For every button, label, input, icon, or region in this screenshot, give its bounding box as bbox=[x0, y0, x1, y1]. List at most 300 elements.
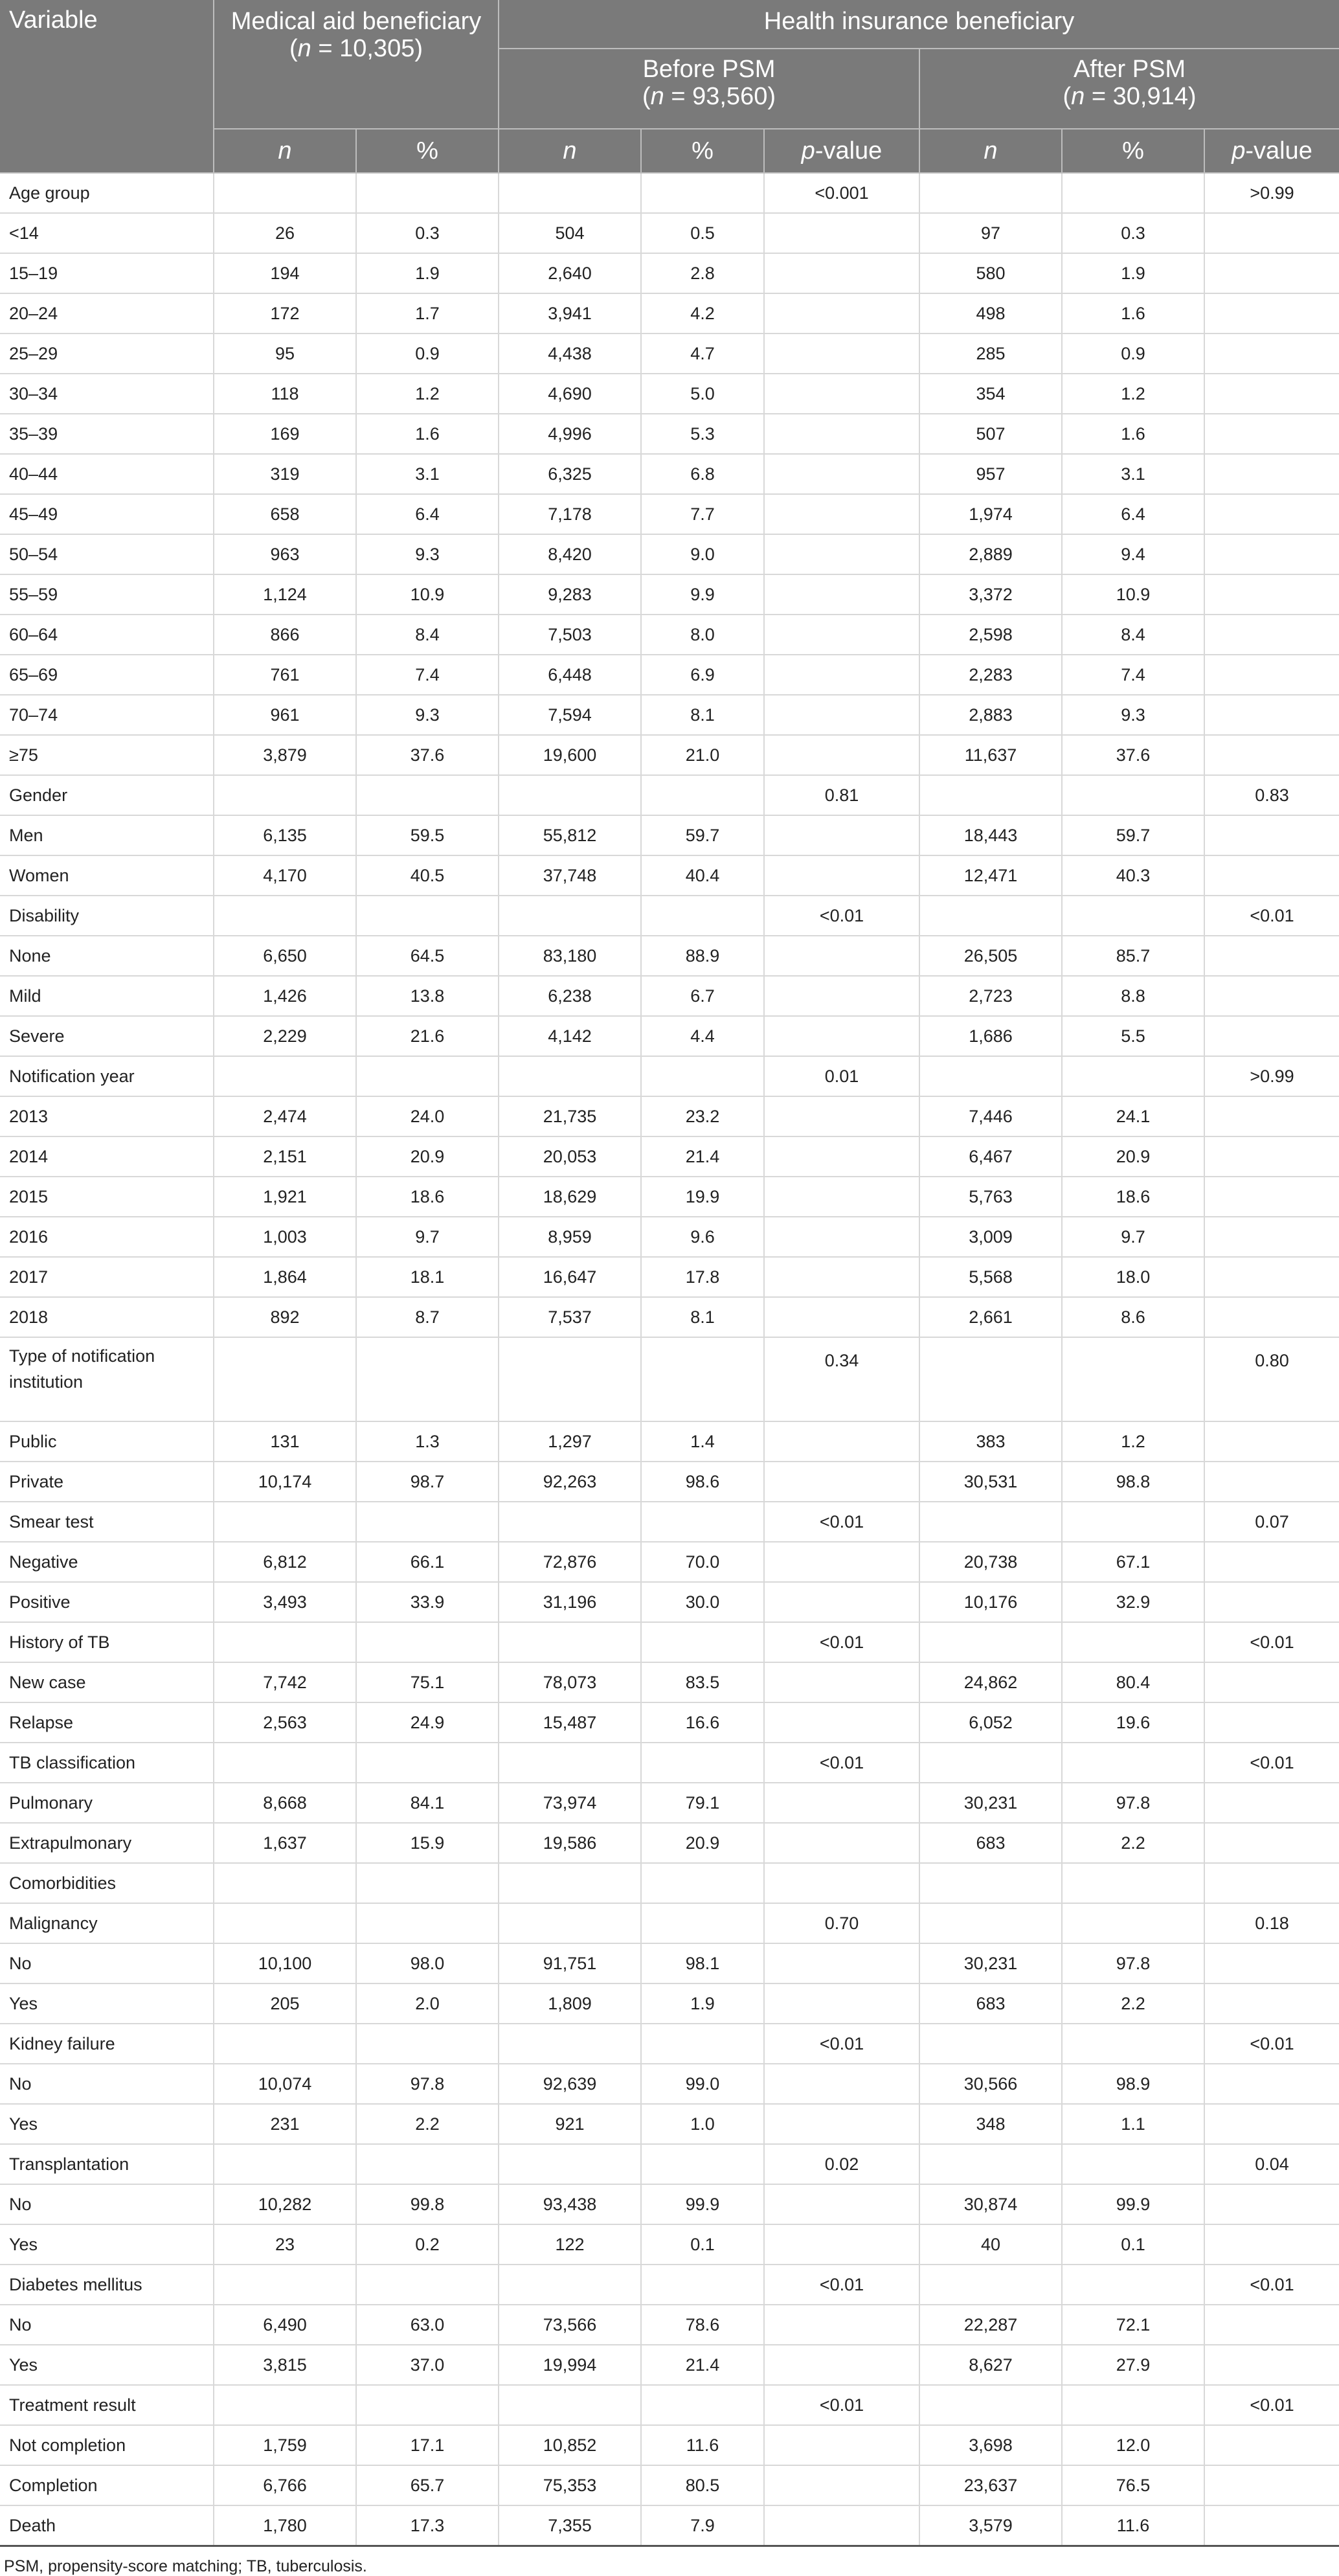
variable-cell: Severe bbox=[0, 1016, 214, 1056]
table-row bbox=[0, 2345, 1339, 2385]
col-p-before-psm: p-value bbox=[764, 129, 919, 173]
ma-n-cell: 3,815 bbox=[214, 2345, 356, 2385]
before-psm-header: Before PSM (n = 93,560) bbox=[499, 49, 919, 129]
variable-cell: Treatment result bbox=[0, 2385, 214, 2425]
after-pct-cell bbox=[1062, 173, 1204, 213]
before-n-cell: 92,639 bbox=[499, 2064, 641, 2104]
after-pct-cell: 1.2 bbox=[1062, 1421, 1204, 1462]
col-n-medical-aid: n bbox=[214, 129, 356, 173]
after-n-cell: 18,443 bbox=[919, 815, 1062, 855]
after-pct-cell bbox=[1062, 2024, 1204, 2064]
after-p-cell bbox=[1204, 374, 1339, 414]
ma-pct-cell: 40.5 bbox=[356, 855, 499, 896]
medical-aid-n: (n = 10,305) bbox=[289, 35, 423, 62]
table-header bbox=[0, 0, 1339, 173]
table-row bbox=[0, 173, 1339, 213]
after-n-cell: 6,052 bbox=[919, 1702, 1062, 1743]
table-row bbox=[0, 454, 1339, 494]
after-n-cell: 354 bbox=[919, 374, 1062, 414]
variable-cell: No bbox=[0, 1943, 214, 1983]
before-n-cell bbox=[499, 2385, 641, 2425]
variable-cell: 25–29 bbox=[0, 333, 214, 374]
after-p-cell bbox=[1204, 1016, 1339, 1056]
variable-header: Variable bbox=[0, 0, 214, 173]
before-p-cell bbox=[764, 1462, 919, 1502]
variable-cell: 55–59 bbox=[0, 574, 214, 615]
before-n-cell bbox=[499, 1622, 641, 1662]
after-pct-cell: 18.0 bbox=[1062, 1257, 1204, 1297]
before-n-cell: 92,263 bbox=[499, 1462, 641, 1502]
after-p-cell bbox=[1204, 1582, 1339, 1622]
after-n-cell: 11,637 bbox=[919, 735, 1062, 775]
ma-n-cell: 169 bbox=[214, 414, 356, 454]
ma-pct-cell: 24.9 bbox=[356, 1702, 499, 1743]
variable-cell: 40–44 bbox=[0, 454, 214, 494]
ma-n-cell: 10,100 bbox=[214, 1943, 356, 1983]
variable-cell: No bbox=[0, 2184, 214, 2224]
table-row bbox=[0, 1257, 1339, 1297]
after-p-cell bbox=[1204, 2184, 1339, 2224]
before-pct-cell: 8.1 bbox=[641, 1297, 764, 1337]
col-n-after-psm: n bbox=[919, 129, 1062, 173]
after-pct-cell bbox=[1062, 896, 1204, 936]
after-n-cell bbox=[919, 2024, 1062, 2064]
before-n-cell: 921 bbox=[499, 2104, 641, 2144]
after-p-cell bbox=[1204, 253, 1339, 293]
after-p-cell bbox=[1204, 1136, 1339, 1177]
before-n-cell: 1,297 bbox=[499, 1421, 641, 1462]
variable-cell: Smear test bbox=[0, 1502, 214, 1542]
table-row bbox=[0, 695, 1339, 735]
before-pct-cell bbox=[641, 2144, 764, 2184]
after-p-cell bbox=[1204, 1421, 1339, 1462]
after-n-cell bbox=[919, 2265, 1062, 2305]
after-n-cell: 6,467 bbox=[919, 1136, 1062, 1177]
after-p-cell bbox=[1204, 333, 1339, 374]
col-n-before-psm: n bbox=[499, 129, 641, 173]
after-n-cell: 97 bbox=[919, 213, 1062, 253]
table-row bbox=[0, 2305, 1339, 2345]
ma-pct-cell: 0.9 bbox=[356, 333, 499, 374]
variable-cell: Negative bbox=[0, 1542, 214, 1582]
ma-n-cell: 1,921 bbox=[214, 1177, 356, 1217]
variable-cell: 2017 bbox=[0, 1257, 214, 1297]
table-row bbox=[0, 253, 1339, 293]
ma-pct-cell: 65.7 bbox=[356, 2465, 499, 2505]
before-p-cell: <0.01 bbox=[764, 1743, 919, 1783]
ma-n-cell: 118 bbox=[214, 374, 356, 414]
table-row bbox=[0, 1462, 1339, 1502]
table-row bbox=[0, 2385, 1339, 2425]
ma-n-cell bbox=[214, 2385, 356, 2425]
after-pct-cell: 1.9 bbox=[1062, 253, 1204, 293]
ma-pct-cell bbox=[356, 1622, 499, 1662]
ma-pct-cell bbox=[356, 2265, 499, 2305]
table-row bbox=[0, 1823, 1339, 1863]
ma-n-cell: 866 bbox=[214, 615, 356, 655]
health-insurance-header: Health insurance beneficiary bbox=[499, 0, 1339, 49]
table-body bbox=[0, 173, 1339, 2546]
before-p-cell bbox=[764, 2224, 919, 2265]
table-row bbox=[0, 1136, 1339, 1177]
after-pct-cell: 32.9 bbox=[1062, 1582, 1204, 1622]
table-row bbox=[0, 374, 1339, 414]
variable-cell: Relapse bbox=[0, 1702, 214, 1743]
after-n-cell bbox=[919, 1056, 1062, 1096]
ma-pct-cell: 37.6 bbox=[356, 735, 499, 775]
variable-cell: None bbox=[0, 936, 214, 976]
variable-cell: Yes bbox=[0, 2345, 214, 2385]
before-p-cell bbox=[764, 2425, 919, 2465]
before-n-cell: 15,487 bbox=[499, 1702, 641, 1743]
before-n-cell: 10,852 bbox=[499, 2425, 641, 2465]
variable-cell: Mild bbox=[0, 976, 214, 1016]
after-n-cell bbox=[919, 896, 1062, 936]
before-p-cell bbox=[764, 213, 919, 253]
after-pct-cell: 0.1 bbox=[1062, 2224, 1204, 2265]
after-p-cell bbox=[1204, 976, 1339, 1016]
before-pct-cell: 88.9 bbox=[641, 936, 764, 976]
before-p-cell bbox=[764, 815, 919, 855]
before-p-cell bbox=[764, 374, 919, 414]
table-row bbox=[0, 1662, 1339, 1702]
after-n-cell: 22,287 bbox=[919, 2305, 1062, 2345]
before-pct-cell: 16.6 bbox=[641, 1702, 764, 1743]
ma-n-cell: 231 bbox=[214, 2104, 356, 2144]
after-pct-cell: 10.9 bbox=[1062, 574, 1204, 615]
ma-n-cell: 319 bbox=[214, 454, 356, 494]
before-pct-cell: 8.0 bbox=[641, 615, 764, 655]
after-pct-cell: 8.8 bbox=[1062, 976, 1204, 1016]
before-pct-cell: 23.2 bbox=[641, 1096, 764, 1136]
ma-pct-cell bbox=[356, 1502, 499, 1542]
variable-cell: Women bbox=[0, 855, 214, 896]
before-pct-cell: 9.0 bbox=[641, 534, 764, 574]
after-n-cell: 2,883 bbox=[919, 695, 1062, 735]
ma-pct-cell: 8.4 bbox=[356, 615, 499, 655]
before-n-cell: 8,420 bbox=[499, 534, 641, 574]
variable-cell: Notification year bbox=[0, 1056, 214, 1096]
before-p-cell: <0.01 bbox=[764, 1502, 919, 1542]
after-p-cell bbox=[1204, 655, 1339, 695]
after-n-cell bbox=[919, 2385, 1062, 2425]
variable-cell: 30–34 bbox=[0, 374, 214, 414]
after-pct-cell: 0.9 bbox=[1062, 333, 1204, 374]
ma-pct-cell bbox=[356, 1863, 499, 1903]
before-pct-cell: 1.9 bbox=[641, 1983, 764, 2024]
before-pct-cell: 98.1 bbox=[641, 1943, 764, 1983]
ma-n-cell: 8,668 bbox=[214, 1783, 356, 1823]
before-pct-cell: 5.3 bbox=[641, 414, 764, 454]
variable-cell: 50–54 bbox=[0, 534, 214, 574]
table-row bbox=[0, 534, 1339, 574]
after-pct-cell: 97.8 bbox=[1062, 1943, 1204, 1983]
before-p-cell bbox=[764, 2064, 919, 2104]
table-row bbox=[0, 655, 1339, 695]
ma-n-cell: 6,650 bbox=[214, 936, 356, 976]
after-p-cell bbox=[1204, 494, 1339, 534]
table-row bbox=[0, 1943, 1339, 1983]
ma-n-cell: 10,174 bbox=[214, 1462, 356, 1502]
ma-pct-cell: 9.3 bbox=[356, 534, 499, 574]
table-row bbox=[0, 494, 1339, 534]
after-n-cell: 683 bbox=[919, 1983, 1062, 2024]
after-pct-cell: 12.0 bbox=[1062, 2425, 1204, 2465]
ma-n-cell: 963 bbox=[214, 534, 356, 574]
before-pct-cell: 1.4 bbox=[641, 1421, 764, 1462]
table-row bbox=[0, 333, 1339, 374]
table-row bbox=[0, 1903, 1339, 1943]
before-n-cell: 73,566 bbox=[499, 2305, 641, 2345]
after-n-cell: 12,471 bbox=[919, 855, 1062, 896]
variable-cell: No bbox=[0, 2305, 214, 2345]
before-n-cell bbox=[499, 173, 641, 213]
ma-pct-cell: 2.0 bbox=[356, 1983, 499, 2024]
ma-n-cell bbox=[214, 2024, 356, 2064]
after-p-cell bbox=[1204, 735, 1339, 775]
table-row bbox=[0, 2024, 1339, 2064]
after-n-cell: 3,009 bbox=[919, 1217, 1062, 1257]
col-pct-medical-aid: % bbox=[356, 129, 499, 173]
ma-pct-cell: 84.1 bbox=[356, 1783, 499, 1823]
after-pct-cell: 98.9 bbox=[1062, 2064, 1204, 2104]
after-pct-cell: 0.3 bbox=[1062, 213, 1204, 253]
after-pct-cell: 5.5 bbox=[1062, 1016, 1204, 1056]
after-n-cell: 7,446 bbox=[919, 1096, 1062, 1136]
after-pct-cell: 85.7 bbox=[1062, 936, 1204, 976]
ma-n-cell: 2,563 bbox=[214, 1702, 356, 1743]
ma-pct-cell: 98.0 bbox=[356, 1943, 499, 1983]
after-p-cell bbox=[1204, 2064, 1339, 2104]
after-p-cell bbox=[1204, 1983, 1339, 2024]
before-pct-cell: 40.4 bbox=[641, 855, 764, 896]
after-pct-cell bbox=[1062, 775, 1204, 815]
ma-n-cell bbox=[214, 173, 356, 213]
before-p-cell: <0.01 bbox=[764, 1622, 919, 1662]
before-n-cell: 4,996 bbox=[499, 414, 641, 454]
variable-cell: TB classification bbox=[0, 1743, 214, 1783]
variable-cell: <14 bbox=[0, 213, 214, 253]
ma-pct-cell bbox=[356, 1743, 499, 1783]
before-pct-cell: 79.1 bbox=[641, 1783, 764, 1823]
after-p-cell bbox=[1204, 1783, 1339, 1823]
table-row bbox=[0, 2425, 1339, 2465]
table-row bbox=[0, 1297, 1339, 1337]
ma-pct-cell: 0.3 bbox=[356, 213, 499, 253]
before-pct-cell: 6.8 bbox=[641, 454, 764, 494]
after-n-cell: 2,661 bbox=[919, 1297, 1062, 1337]
variable-cell: Diabetes mellitus bbox=[0, 2265, 214, 2305]
before-n-cell bbox=[499, 2265, 641, 2305]
ma-n-cell: 6,135 bbox=[214, 815, 356, 855]
ma-pct-cell: 1.2 bbox=[356, 374, 499, 414]
ma-n-cell bbox=[214, 1863, 356, 1903]
before-n-cell: 75,353 bbox=[499, 2465, 641, 2505]
after-n-cell bbox=[919, 1863, 1062, 1903]
table-row bbox=[0, 414, 1339, 454]
variable-cell: Disability bbox=[0, 896, 214, 936]
variable-cell: Transplantation bbox=[0, 2144, 214, 2184]
after-pct-cell bbox=[1062, 1622, 1204, 1662]
ma-pct-cell bbox=[356, 2024, 499, 2064]
before-n-cell: 1,809 bbox=[499, 1983, 641, 2024]
ma-pct-cell: 99.8 bbox=[356, 2184, 499, 2224]
variable-cell: Yes bbox=[0, 1983, 214, 2024]
after-pct-cell bbox=[1062, 1863, 1204, 1903]
after-pct-cell: 72.1 bbox=[1062, 2305, 1204, 2345]
before-pct-cell: 19.9 bbox=[641, 1177, 764, 1217]
after-pct-cell: 19.6 bbox=[1062, 1702, 1204, 1743]
ma-pct-cell: 7.4 bbox=[356, 655, 499, 695]
after-pct-cell: 67.1 bbox=[1062, 1542, 1204, 1582]
ma-pct-cell: 3.1 bbox=[356, 454, 499, 494]
after-p-cell: >0.99 bbox=[1204, 173, 1339, 213]
before-p-cell bbox=[764, 2104, 919, 2144]
ma-pct-cell bbox=[356, 775, 499, 815]
before-p-cell bbox=[764, 1016, 919, 1056]
after-p-cell bbox=[1204, 2465, 1339, 2505]
before-n-cell: 73,974 bbox=[499, 1783, 641, 1823]
after-n-cell: 3,372 bbox=[919, 574, 1062, 615]
table-row bbox=[0, 1983, 1339, 2024]
ma-n-cell: 1,759 bbox=[214, 2425, 356, 2465]
after-p-cell bbox=[1204, 534, 1339, 574]
ma-n-cell: 6,766 bbox=[214, 2465, 356, 2505]
before-pct-cell: 2.8 bbox=[641, 253, 764, 293]
before-pct-cell: 21.0 bbox=[641, 735, 764, 775]
after-n-cell bbox=[919, 1502, 1062, 1542]
variable-cell: Death bbox=[0, 2505, 214, 2546]
before-p-cell bbox=[764, 1297, 919, 1337]
ma-pct-cell: 98.7 bbox=[356, 1462, 499, 1502]
table-row bbox=[0, 2104, 1339, 2144]
before-pct-cell bbox=[641, 1903, 764, 1943]
before-p-cell bbox=[764, 1177, 919, 1217]
after-n-cell: 3,579 bbox=[919, 2505, 1062, 2546]
after-pct-cell: 1.6 bbox=[1062, 293, 1204, 333]
ma-pct-cell bbox=[356, 1056, 499, 1096]
table-row bbox=[0, 1863, 1339, 1903]
before-pct-cell: 59.7 bbox=[641, 815, 764, 855]
before-p-cell: 0.34 bbox=[764, 1337, 919, 1421]
table-row bbox=[0, 1582, 1339, 1622]
before-p-cell bbox=[764, 1421, 919, 1462]
before-pct-cell: 83.5 bbox=[641, 1662, 764, 1702]
ma-n-cell: 1,124 bbox=[214, 574, 356, 615]
ma-pct-cell: 6.4 bbox=[356, 494, 499, 534]
ma-pct-cell bbox=[356, 2385, 499, 2425]
ma-pct-cell: 33.9 bbox=[356, 1582, 499, 1622]
before-n-cell: 83,180 bbox=[499, 936, 641, 976]
ma-pct-cell: 21.6 bbox=[356, 1016, 499, 1056]
ma-pct-cell: 15.9 bbox=[356, 1823, 499, 1863]
after-p-cell bbox=[1204, 1542, 1339, 1582]
before-n-cell: 72,876 bbox=[499, 1542, 641, 1582]
before-pct-cell: 7.9 bbox=[641, 2505, 764, 2546]
variable-cell: Yes bbox=[0, 2224, 214, 2265]
before-p-cell bbox=[764, 1542, 919, 1582]
table-row bbox=[0, 2144, 1339, 2184]
before-p-cell bbox=[764, 855, 919, 896]
after-n-cell: 2,283 bbox=[919, 655, 1062, 695]
before-pct-cell bbox=[641, 896, 764, 936]
table-row bbox=[0, 1217, 1339, 1257]
before-pct-cell: 6.9 bbox=[641, 655, 764, 695]
before-p-cell bbox=[764, 1702, 919, 1743]
variable-cell: Type of notification institution bbox=[0, 1337, 214, 1421]
before-n-cell bbox=[499, 1903, 641, 1943]
variable-cell: Completion bbox=[0, 2465, 214, 2505]
before-p-cell: <0.01 bbox=[764, 896, 919, 936]
before-n-cell: 55,812 bbox=[499, 815, 641, 855]
before-pct-cell: 9.6 bbox=[641, 1217, 764, 1257]
ma-pct-cell: 10.9 bbox=[356, 574, 499, 615]
before-p-cell: 0.81 bbox=[764, 775, 919, 815]
before-pct-cell: 5.0 bbox=[641, 374, 764, 414]
table-row bbox=[0, 976, 1339, 1016]
table-row bbox=[0, 936, 1339, 976]
ma-pct-cell: 17.3 bbox=[356, 2505, 499, 2546]
before-n-cell: 21,735 bbox=[499, 1096, 641, 1136]
table-row bbox=[0, 1016, 1339, 1056]
before-pct-cell bbox=[641, 1863, 764, 1903]
variable-cell: 70–74 bbox=[0, 695, 214, 735]
ma-pct-cell: 1.9 bbox=[356, 253, 499, 293]
after-n-cell: 5,763 bbox=[919, 1177, 1062, 1217]
after-n-cell: 8,627 bbox=[919, 2345, 1062, 2385]
variable-cell: Positive bbox=[0, 1582, 214, 1622]
after-p-cell: >0.99 bbox=[1204, 1056, 1339, 1096]
before-n-cell: 93,438 bbox=[499, 2184, 641, 2224]
after-pct-cell: 97.8 bbox=[1062, 1783, 1204, 1823]
after-pct-cell bbox=[1062, 2265, 1204, 2305]
after-pct-cell: 8.4 bbox=[1062, 615, 1204, 655]
before-n-cell bbox=[499, 2024, 641, 2064]
after-p-cell bbox=[1204, 414, 1339, 454]
ma-n-cell: 26 bbox=[214, 213, 356, 253]
table-row bbox=[0, 213, 1339, 253]
before-p-cell: <0.01 bbox=[764, 2265, 919, 2305]
variable-cell: Not completion bbox=[0, 2425, 214, 2465]
after-p-cell: 0.83 bbox=[1204, 775, 1339, 815]
ma-n-cell: 7,742 bbox=[214, 1662, 356, 1702]
variable-cell: Age group bbox=[0, 173, 214, 213]
ma-n-cell: 2,151 bbox=[214, 1136, 356, 1177]
table-row bbox=[0, 2184, 1339, 2224]
before-pct-cell: 0.5 bbox=[641, 213, 764, 253]
before-pct-cell bbox=[641, 775, 764, 815]
ma-n-cell: 892 bbox=[214, 1297, 356, 1337]
after-p-cell bbox=[1204, 1863, 1339, 1903]
table-row bbox=[0, 293, 1339, 333]
after-pct-cell: 80.4 bbox=[1062, 1662, 1204, 1702]
table-row bbox=[0, 574, 1339, 615]
before-pct-cell bbox=[641, 1056, 764, 1096]
variable-cell: Men bbox=[0, 815, 214, 855]
before-p-cell bbox=[764, 1863, 919, 1903]
after-p-cell bbox=[1204, 2305, 1339, 2345]
after-pct-cell: 9.7 bbox=[1062, 1217, 1204, 1257]
after-p-cell bbox=[1204, 695, 1339, 735]
before-n-cell: 19,994 bbox=[499, 2345, 641, 2385]
variable-cell: Extrapulmonary bbox=[0, 1823, 214, 1863]
before-p-cell bbox=[764, 1217, 919, 1257]
before-p-cell: 0.02 bbox=[764, 2144, 919, 2184]
ma-pct-cell: 59.5 bbox=[356, 815, 499, 855]
before-n-cell bbox=[499, 1337, 641, 1421]
ma-n-cell: 6,490 bbox=[214, 2305, 356, 2345]
ma-n-cell: 1,864 bbox=[214, 1257, 356, 1297]
